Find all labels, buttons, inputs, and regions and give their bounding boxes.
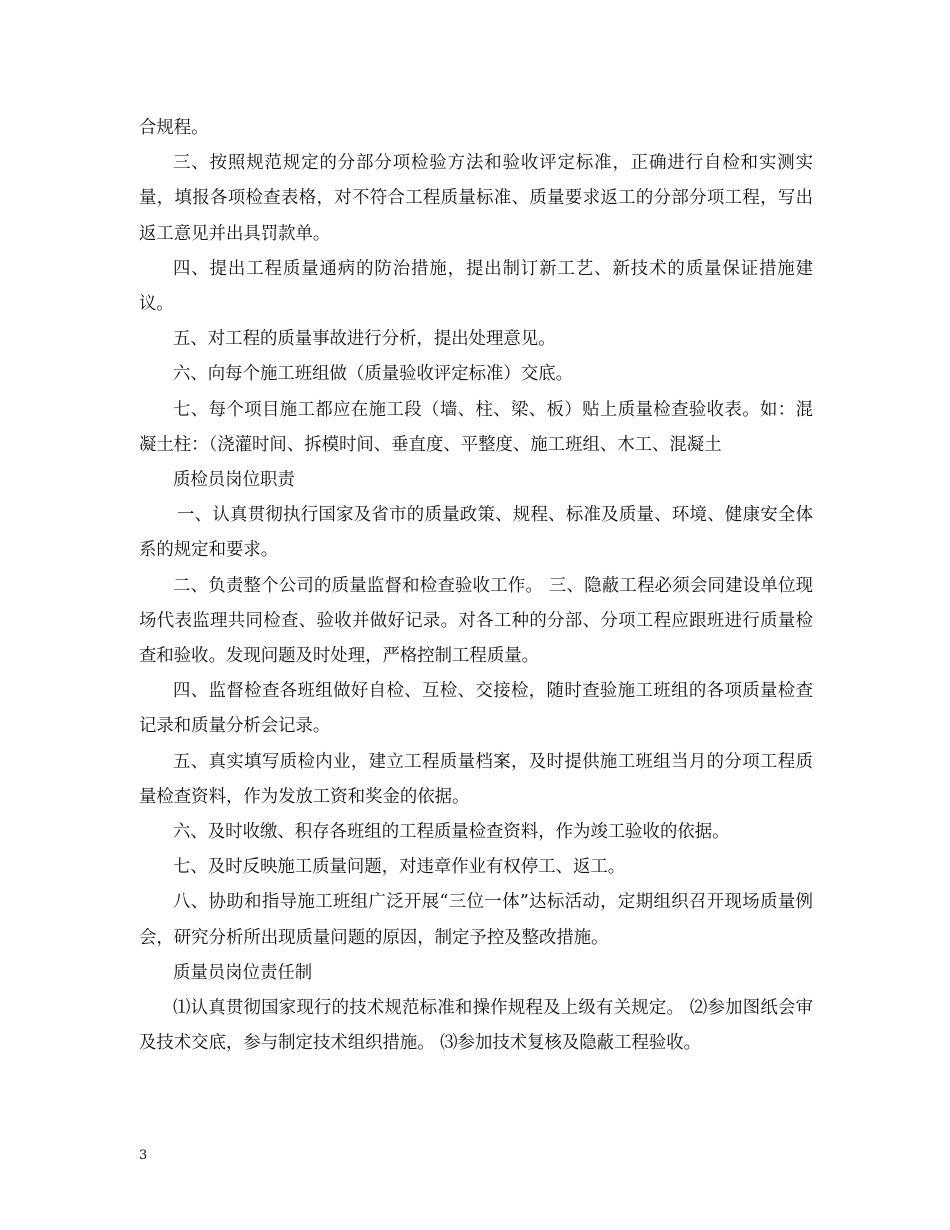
- paragraph-inspector-1: 一、认真贯彻执行国家及省市的质量政策、规程、标准及质量、环境、健康安全体系的规定和要求。: [139, 505, 813, 561]
- paragraph-item-7: 七、每个项目施工都应在施工段（墙、柱、梁、板）贴上质量检查验收表。如：混凝土柱：（浇灌时间、拆模时间、垂直度、平整度、施工班组、木工、混凝土: [139, 399, 813, 455]
- paragraph-continuation: 合规程。: [139, 118, 209, 138]
- section-heading-quality-officer: 质量员岗位责任制: [173, 962, 313, 983]
- paragraph-item-3: 三、按照规范规定的分部分项检验方法和验收评定标准，正确进行自检和实测实量，填报各项检查表格，对不符合工程质量标准、质量要求返工的分部分项工程，写出返工意见并出具罚款单。: [139, 153, 813, 244]
- paragraph-inspector-6: 六、及时收缴、积存各班组的工程质量检查资料，作为竣工验收的依据。: [173, 822, 730, 843]
- document-body: [139, 111, 813, 1061]
- paragraph-item-6: 六、向每个施工班组做（质量验收评定标准）交底。: [173, 364, 573, 385]
- paragraph-inspector-2-3: 二、负责整个公司的质量监督和检查验收工作。 三、隐蔽工程必须会同建设单位现场代表监理共同检查、验收并做好记录。对各工种的分部、分项工程应跟班进行质量检查和验收。发现问题及时处理，严格控制工程质量。: [139, 575, 813, 667]
- paragraph-inspector-5: 五、真实填写质检内业，建立工程质量档案，及时提供施工班组当月的分项工程质量检查资料，作为发放工资和奖金的依据。: [139, 751, 813, 807]
- page-number: 3: [139, 1148, 148, 1163]
- section-heading-inspector: 质检员岗位职责: [173, 470, 295, 491]
- paragraph-inspector-7: 七、及时反映施工质量问题，对违章作业有权停工、返工。: [173, 857, 626, 878]
- paragraph-inspector-4: 四、监督检查各班组做好自检、互检、交接检，随时查验施工班组的各项质量检查记录和质量分析会记录。: [139, 681, 813, 737]
- paragraph-item-5: 五、对工程的质量事故进行分析，提出处理意见。: [173, 329, 556, 350]
- paragraph-inspector-8: 八、协助和指导施工班组广泛开展“三位一体”达标活动，定期组织召开现场质量例会，研究分析所出现质量问题的原因，制定予控及整改措施。: [139, 892, 813, 948]
- paragraph-quality-officer-1-3: ⑴认真贯彻国家现行的技术规范标准和操作规程及上级有关规定。 ⑵参加图纸会审及技术交底，参与制定技术组织措施。 ⑶参加技术复核及隐蔽工程验收。: [139, 998, 813, 1054]
- paragraph-item-4: 四、提出工程质量通病的防治措施，提出制订新工艺、新技术的质量保证措施建议。: [139, 258, 813, 315]
